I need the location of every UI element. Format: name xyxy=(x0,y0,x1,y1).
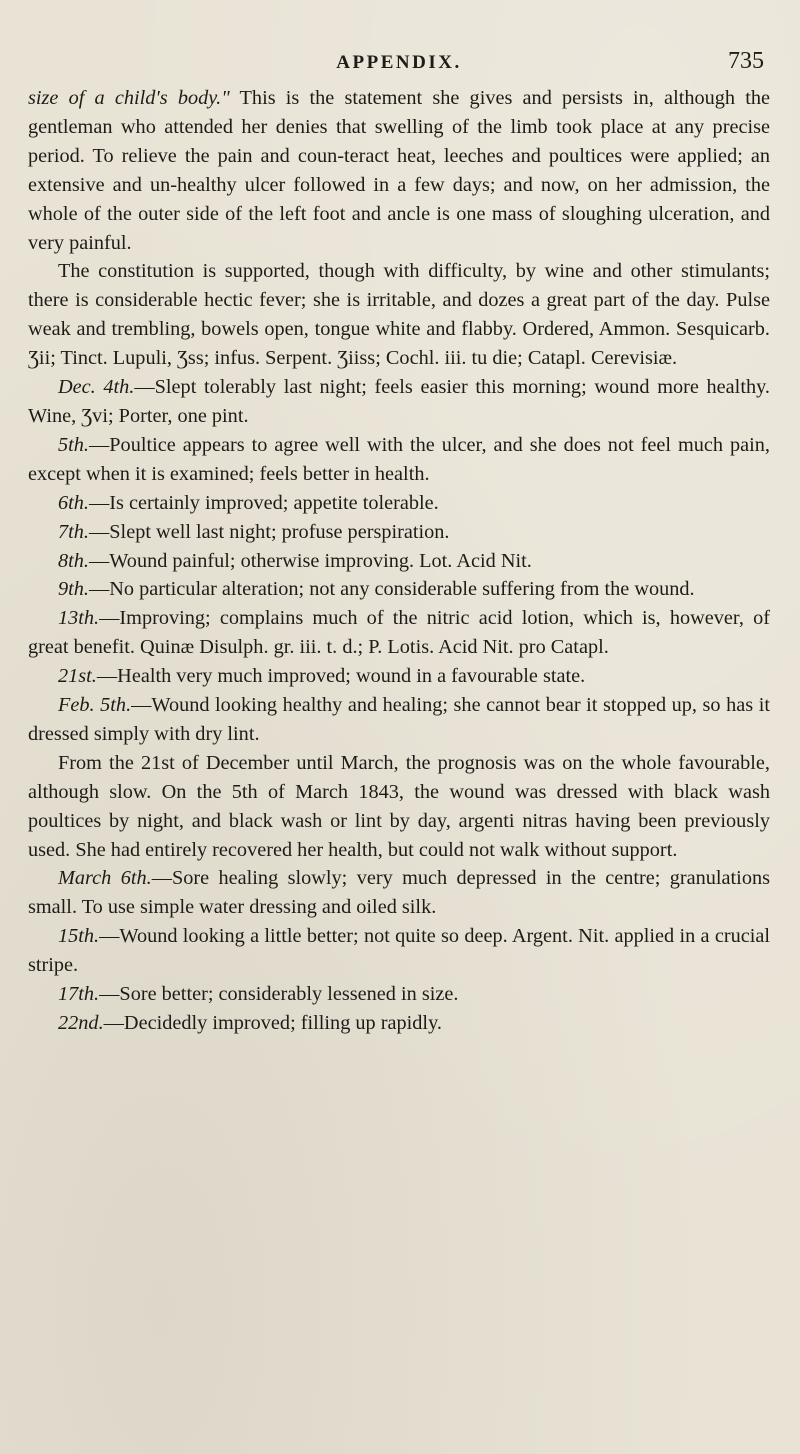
paragraph-text: —Sore healing slowly; very much depressed in the centre; granulations small. To use simple water dressing and oiled silk. xyxy=(28,867,770,919)
entry-date: 21st. xyxy=(58,665,97,688)
paragraph-text: —No particular alteration; not any considerable suffering from the wound. xyxy=(89,578,695,601)
paragraph xyxy=(28,84,770,257)
entry-date: 17th. xyxy=(58,983,100,1006)
paragraph-text: —Wound looking healthy and healing; she cannot bear it stopped up, so has it dressed simply with dry lint. xyxy=(28,694,770,745)
entry-date: 9th. xyxy=(58,578,89,601)
paragraph xyxy=(28,604,770,662)
body-text xyxy=(28,84,770,1038)
paragraph-text: —Health very much improved; wound in a favourable state. xyxy=(96,665,586,688)
paragraph xyxy=(28,922,770,980)
paragraph-text: The constitution is supported, though with difficulty, by wine and other stimulants; there is considerable hectic fever; she is irritable, and dozes a great part of the day. Pulse weak and trembling, bowels open, tongue white and flabby. Ordered, Ammon. Sesquicarb. Ʒii; Tinct. Lupuli, Ʒss; infus. Serpent. Ʒiiss; Cochl. iii. tu die; Catapl. Cerevisiæ. xyxy=(28,260,770,370)
entry-date: 7th. xyxy=(58,520,89,543)
paragraph xyxy=(28,373,770,431)
paragraph-text: —Is certainly improved; appetite tolerable. xyxy=(89,491,439,514)
paragraph-text: —Wound painful; otherwise improving. Lot. Acid Nit. xyxy=(89,549,532,572)
paragraph-text: —Slept well last night; profuse perspiration. xyxy=(89,520,450,543)
entry-date: size of a child's body." xyxy=(28,87,230,109)
paragraph xyxy=(28,1009,770,1038)
paragraph xyxy=(28,980,770,1009)
paragraph-text: This is the statement she gives and persists in, although the gentleman who attended her denies that swelling of the limb took place at any precise period. To relieve the pain and coun-teract heat, leeches and poultices were applied; an extensive and un-healthy ulcer followed in a few days; and now, on her admission, the whole of the outer side of the left foot and ancle is one mass of sloughing ulceration, and very painful. xyxy=(28,87,770,254)
paragraph xyxy=(28,518,770,547)
paragraph-text: —Improving; complains much of the nitric acid lotion, which is, however, of great benefit. Quinæ Disulph. gr. iii. t. d.; P. Lotis. Acid Nit. pro Catapl. xyxy=(28,607,770,659)
page-header xyxy=(28,0,770,84)
entry-date: Feb. 5th. xyxy=(58,694,132,717)
paragraph-text: —Wound looking a little better; not quite so deep. Argent. Nit. applied in a crucial stripe. xyxy=(28,925,770,977)
paragraph xyxy=(28,489,770,518)
paragraph xyxy=(28,691,770,749)
paragraph xyxy=(28,749,770,865)
paragraph xyxy=(28,257,770,373)
paragraph xyxy=(28,575,770,604)
paragraph xyxy=(28,547,770,576)
entry-date: 8th. xyxy=(58,549,89,572)
paragraph-text: From the 21st of December until March, the prognosis was on the whole favourable, although slow. On the 5th of March 1843, the wound was dressed with black wash poultices by night, and black wash or lint by day, argenti nitras having been previously used. She had entirely recovered her health, but could not walk without support. xyxy=(28,751,770,861)
entry-date: March 6th. xyxy=(58,867,152,890)
entry-date: 5th. xyxy=(58,433,89,456)
paragraph xyxy=(28,662,770,691)
paragraph-text: —Decidedly improved; filling up rapidly. xyxy=(103,1012,442,1034)
entry-date: 13th. xyxy=(58,607,100,630)
paragraph xyxy=(28,864,770,922)
entry-date: 22nd. xyxy=(58,1012,104,1034)
page-number: 735 xyxy=(728,48,764,74)
paragraph-text: —Sore better; considerably lessened in size. xyxy=(99,983,459,1006)
entry-date: 15th. xyxy=(58,925,100,948)
entry-date: 6th. xyxy=(58,491,89,514)
paragraph-text: —Poultice appears to agree well with the ulcer, and she does not feel much pain, except when it is examined; feels better in health. xyxy=(28,433,770,485)
paragraph-text: —Slept tolerably last night; feels easier this morning; wound more healthy. Wine, Ʒvi; Porter, one pint. xyxy=(28,376,770,427)
paragraph xyxy=(28,431,770,489)
entry-date: Dec. 4th. xyxy=(58,376,135,399)
running-head: APPENDIX. xyxy=(336,52,462,73)
